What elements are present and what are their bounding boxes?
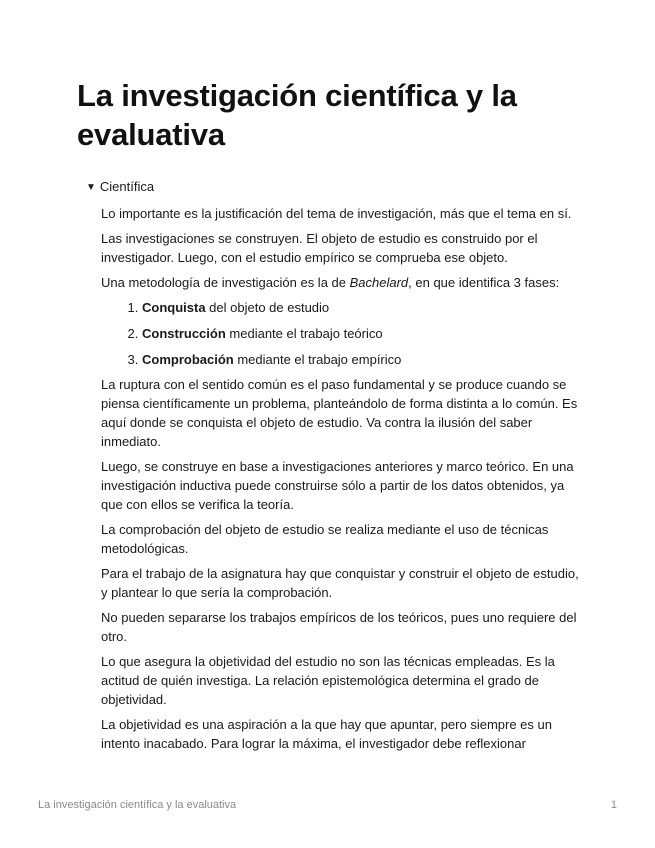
paragraph: Para el trabajo de la asignatura hay que conquistar y construir el objeto de estudio, y plantear lo que sería la comprobación. bbox=[101, 566, 579, 600]
list-item bbox=[142, 298, 581, 317]
phase-description: mediante el trabajo teórico bbox=[225, 326, 383, 341]
phase-name: Comprobación bbox=[142, 352, 234, 367]
phases-list bbox=[101, 298, 581, 369]
paragraph: Las investigaciones se construyen. El objeto de estudio es construido por el investigador. Luego, con el estudio empírico se comprueba ese objeto. bbox=[101, 231, 538, 265]
phase-name: Construcción bbox=[142, 326, 226, 341]
triangle-down-icon[interactable]: ▼ bbox=[86, 182, 96, 193]
paragraph bbox=[101, 273, 581, 292]
paragraph: Luego, se construye en base a investigaciones anteriores y marco teórico. En una investigación inductiva puede construirse sólo a partir de los datos obtenidos, ya que con ellos se verifica la teoría. bbox=[101, 459, 574, 512]
paragraph: No pueden separarse los trabajos empíricos de los teóricos, pues uno requiere del otro. bbox=[101, 610, 577, 644]
footer-page-number: 1 bbox=[610, 799, 617, 811]
paragraph-text: , en que identifica 3 fases: bbox=[408, 275, 560, 290]
author-name: Bachelard bbox=[349, 275, 409, 290]
paragraph-text: Una metodología de investigación es la de bbox=[101, 275, 350, 290]
paragraph: Lo que asegura la objetividad del estudio no son las técnicas empleadas. Es la actitud de quién investiga. La relación epistemológica determina el grado de objetividad. bbox=[101, 654, 555, 707]
toggle-cientifica[interactable] bbox=[86, 178, 154, 197]
list-item bbox=[142, 350, 581, 369]
paragraph: La ruptura con el sentido común es el paso fundamental y se produce cuando se piensa científicamente un problema, planteándolo de forma distinta a lo común. Es aquí donde se conquista el objeto de estudio. Va contra la ilusión del saber inmediato. bbox=[101, 377, 578, 449]
phase-name: Conquista bbox=[142, 300, 206, 315]
toggle-label: Científica bbox=[99, 179, 155, 194]
list-item bbox=[142, 324, 581, 343]
paragraph: Lo importante es la justificación del tema de investigación, más que el tema en sí. bbox=[101, 206, 572, 221]
phase-description: mediante el trabajo empírico bbox=[233, 352, 402, 367]
toggle-content bbox=[101, 204, 581, 759]
paragraph: La objetividad es una aspiración a la que hay que apuntar, pero siempre es un intento inacabado. Para lograr la máxima, el investigador debe reflexionar bbox=[101, 717, 552, 751]
phase-description: del objeto de estudio bbox=[205, 300, 330, 315]
page-title: La investigación científica y la evaluativa bbox=[77, 78, 517, 152]
paragraph: La comprobación del objeto de estudio se realiza mediante el uso de técnicas metodológicas. bbox=[101, 522, 549, 556]
footer-document-title: La investigación científica y la evaluativa bbox=[38, 799, 237, 811]
